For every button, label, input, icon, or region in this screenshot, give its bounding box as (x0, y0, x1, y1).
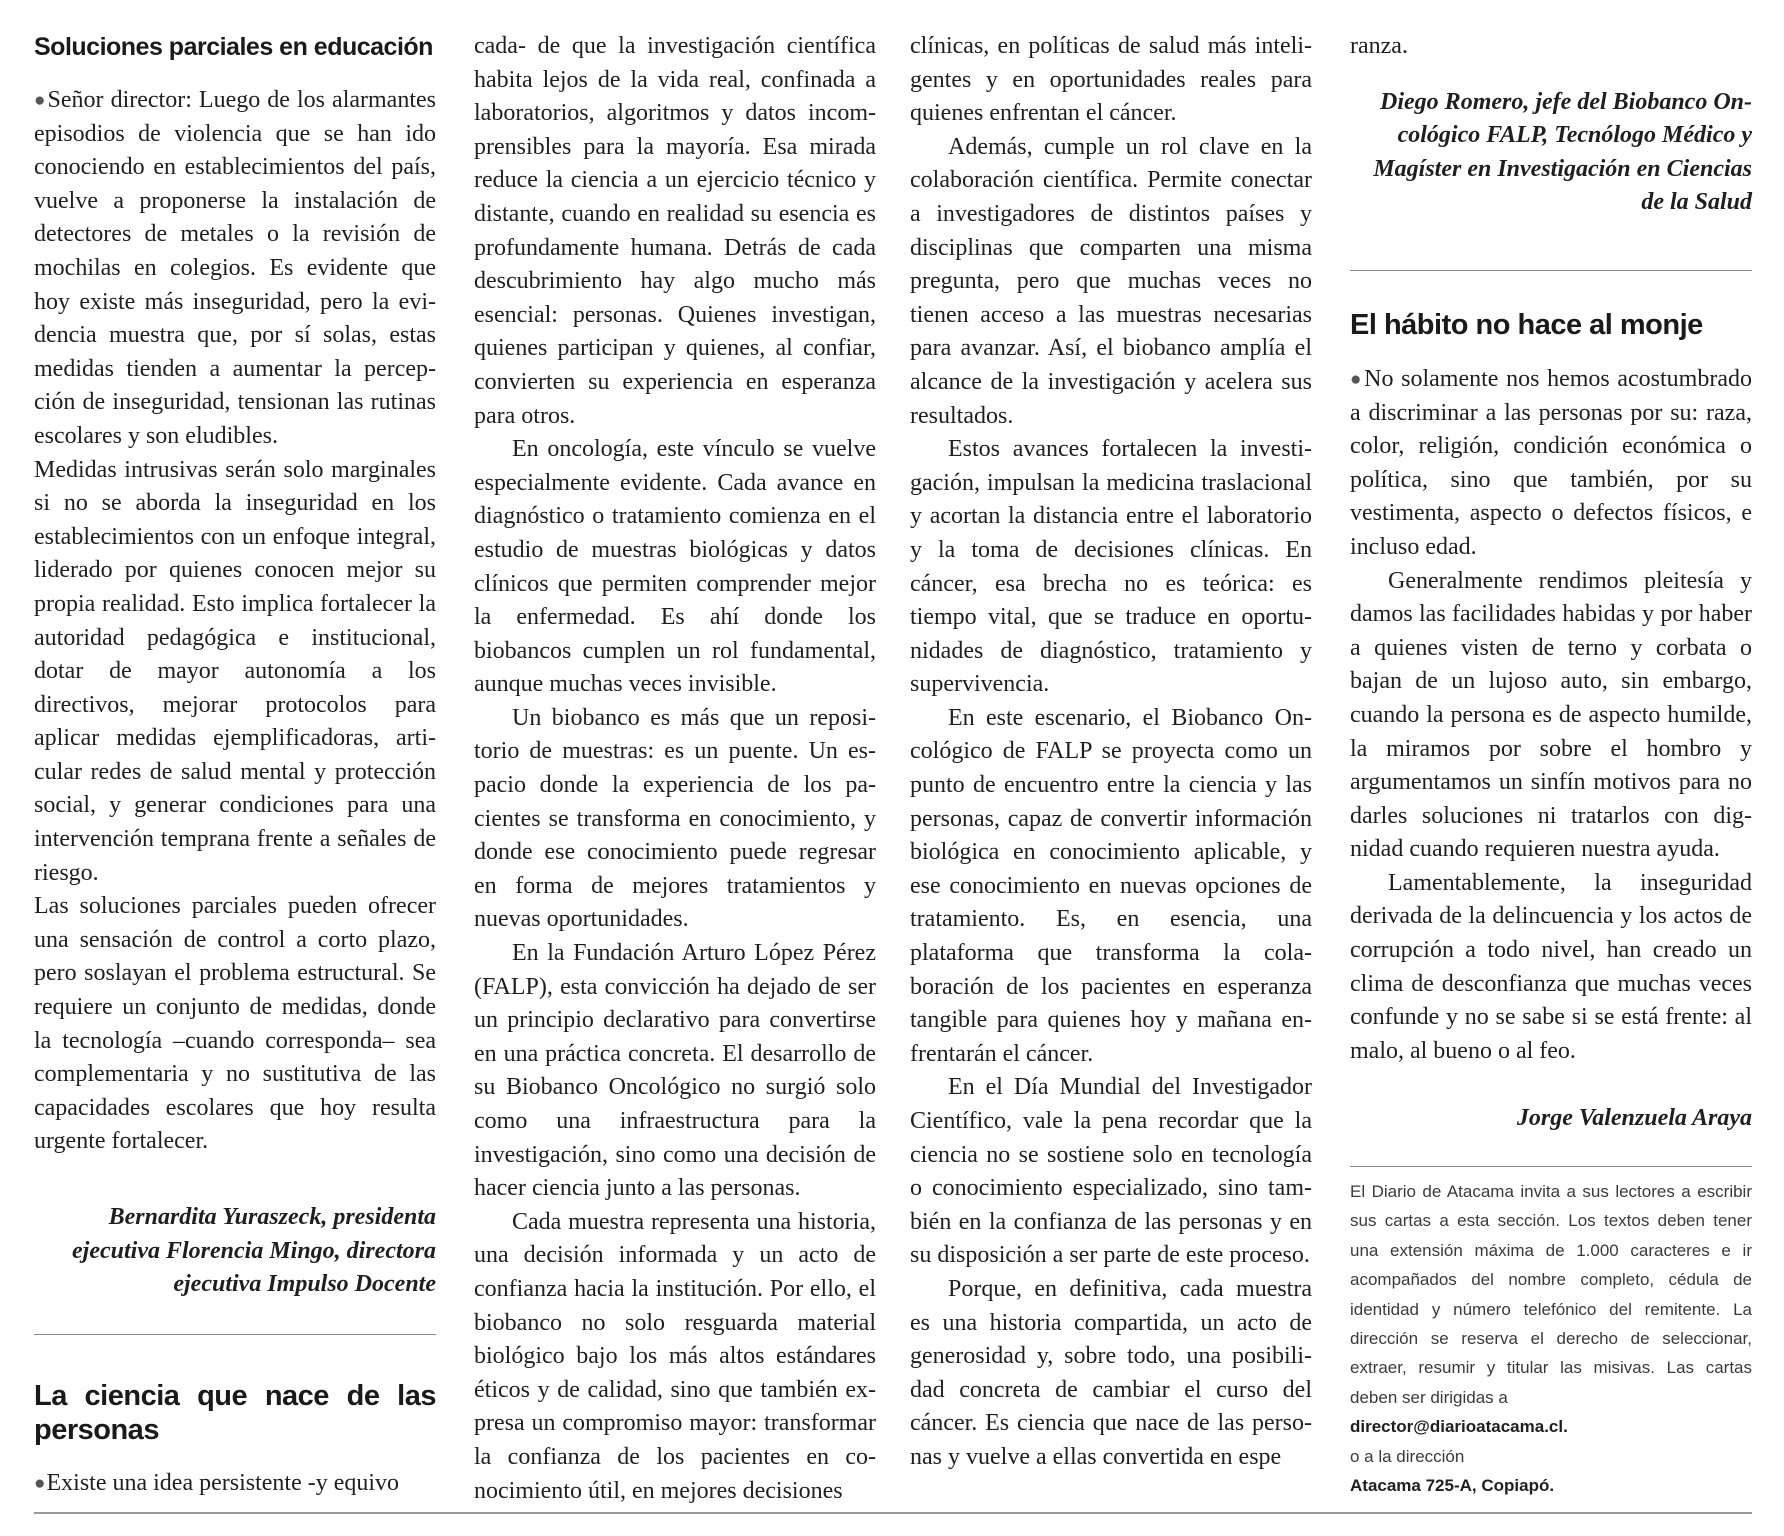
letter-paragraph: Además, cumple un rol clave en la colaboración científica. Permite conectar a investigadores de distintos países y disciplinas que comparten una misma pregunta, pero que muchas veces no tienen acceso a las muestras necesarias para avanzar. Así, el biobanco amplía el alcance de la investigación y acelera sus resultados. (910, 133, 1312, 429)
column-2 (474, 30, 876, 1508)
column-4 (1350, 30, 1752, 1501)
letter-paragraph: cada- de que la investigación científica habita lejos de la vida real, confinada a laboratorios, algoritmos y datos incomprensibles para la mayoría. Esa mirada reduce la ciencia a un ejercicio técnico y distante, cuando en realidad su esencia es profundamente humana. Detrás de cada descubrimiento hay algo mucho más esencial: personas. Quienes investigan, quienes participan y quienes, al confiar, convierten su experiencia en esperanza para otros. (474, 33, 876, 429)
section-divider (1350, 270, 1752, 271)
letter-title-ciencia: La ciencia que nace de las personas (34, 1379, 436, 1446)
letter-signature-ciencia: Diego Romero, jefe del Biobanco Oncológico FALP, Tecnólogo Médico y Magíster en Investigación en Ciencias de la Salud (1373, 88, 1752, 216)
letter-paragraph: Cada muestra representa una historia, una decisión informada y un acto de confianza hacia la institución. Por ello, el biobanco no solo resguarda material biológico bajo los más altos estándares éticos y de calidad, sino que también expresa un compromiso mayor: transformar la confianza de los pacientes en conocimiento útil, en mejores decisiones (474, 1208, 876, 1504)
letter-title-habito: El hábito no hace al monje (1350, 308, 1703, 341)
letter-paragraph: En oncología, este vínculo se vuelve especialmente evidente. Cada avance en diagnóstico o tratamiento comienza en el estudio de muestras biológicas y datos clínicos que permiten comprender mejor la enfermedad. Es ahí donde los biobancos cumplen un rol fundamental, aunque muchas veces invisible. (474, 436, 876, 698)
letter-paragraph: Estos avances fortalecen la investigación, impulsan la medicina traslacional y acortan la distancia entre el laboratorio y la toma de decisiones clínicas. En cáncer, esa brecha no es teórica: es tiempo vital, que se traduce en oportunidades de diagnóstico, tratamiento y supervivencia. (910, 436, 1312, 698)
submission-info-box (1350, 1166, 1752, 1500)
submission-info-text: El Diario de Atacama invita a sus lectores a escribir sus cartas a esta sección. Los textos deben tener una extensión máxima de 1.000 caracteres e ir acompañados del nombre completo, cédula de identidad y número telefónico del remitente. La dirección se reserva el derecho de seleccionar, extraer, resumir y titular las misivas. Las cartas deben ser dirigidas a (1350, 1182, 1752, 1407)
letter-paragraph: ●Existe una idea persistente -y equivo (34, 1469, 400, 1496)
letter-paragraph: ranza. (1350, 33, 1408, 59)
letter-paragraph: ●No solamente nos hemos acostumbrado a discriminar a las personas por su: raza, color, religión, condición económica o política, sino que también, por su vestimenta, aspecto o defectos físicos, e incluso edad. (1350, 365, 1752, 560)
column-3 (910, 30, 1312, 1475)
letter-title-soluciones: Soluciones parciales en educación (34, 33, 433, 61)
section-divider (34, 1334, 436, 1335)
submission-or-address: o a la dirección (1350, 1446, 1465, 1466)
letter-paragraph: Las soluciones parciales pueden ofrecer una sensación de control a corto plazo, pero soslayan el problema estructural. Se requiere un conjunto de medidas, donde la tecnología –cuando corresponda– sea complementaria y no sustitutiva de las capacidades escolares que hoy resulta urgente fortalecer. (34, 893, 436, 1155)
letter-paragraph: Porque, en definitiva, cada muestra es una historia compartida, un acto de generosidad y, sobre todo, una posibilidad concreta de cambiar el curso del cáncer. Es ciencia que nace de las personas y vuelve a ellas convertida en espe (910, 1275, 1312, 1470)
column-1 (34, 30, 436, 1500)
postal-address: Atacama 725-A, Copiapó. (1350, 1476, 1555, 1496)
letter-paragraph: En este escenario, el Biobanco Oncológico de FALP se proyecta como un punto de encuentro entre la ciencia y las personas, capaz de convertir información biológica en conocimiento aplicable, y ese conocimiento en nuevas opciones de tratamiento. Es, en esencia, una plataforma que transforma la colaboración de los pacientes en esperanza tangible para quienes hoy y mañana enfrentarán el cáncer. (910, 704, 1312, 1067)
letter-paragraph: En la Fundación Arturo López Pérez (FALP), esta convicción ha dejado de ser un principio declarativo para convertirse en una práctica concreta. El desarrollo de su Biobanco Oncológico no surgió solo como una infraestructura para la investigación, sino como una decisión de hacer ciencia junto a las personas. (474, 940, 876, 1202)
page-bottom-rule (34, 1512, 1752, 1514)
bullet-icon: ● (34, 1472, 46, 1494)
bullet-icon: ● (34, 90, 47, 111)
letter-paragraph: ●Señor director: Luego de los alarmantes episodios de violencia que se han ido conociendo en establecimientos del país, vuelve a proponerse la instalación de detectores de metales o la revisión de mochilas en colegios. Es evidente que hoy existe más inseguridad, pero la evidencia muestra que, por sí solas, estas medidas tienden a aumentar la percepción de inseguridad, tensionan las rutinas escolares y son eludibles. (34, 87, 436, 449)
letter-paragraph: Generalmente rendimos pleitesía y damos las facilidades habidas y por haber a quienes visten de terno y corbata o bajan de un lujoso auto, sin embargo, cuando la persona es de aspecto humilde, la miramos por sobre el hombro y argumentamos un sinfín motivos para no darles soluciones ni tratarlos con dignidad cuando requieren nuestra ayuda. (1350, 567, 1752, 863)
letter-signature-soluciones: Bernardita Yuraszeck, presidenta ejecutiva Florencia Mingo, directora ejecutiva Impulso Docente (72, 1204, 436, 1298)
letter-paragraph: Medidas intrusivas serán solo marginales si no se aborda la inseguridad en los establecimientos con un enfoque integral, liderado por quienes conocen mejor su propia realidad. Esto implica fortalecer la autoridad pedagógica e institucional, dotar de mayor autonomía a los directivos, mejorar protocolos para aplicar medidas ejemplificadoras, articular redes de salud mental y protección social, y generar condiciones para una intervención temprana frente a señales de riesgo. (34, 456, 436, 886)
letter-paragraph: En el Día Mundial del Investigador Científico, vale la pena recordar que la ciencia no se sostiene solo en tecnología o conocimiento especializado, sino también en la confianza de las personas y en su disposición a ser parte de este proceso. (910, 1074, 1312, 1269)
bullet-icon: ● (1350, 368, 1364, 390)
editor-email: director@diarioatacama.cl. (1350, 1417, 1568, 1437)
letter-paragraph: Lamentablemente, la inseguridad derivada de la delincuencia y los actos de corrupción a todo nivel, han creado un clima de desconfianza que muchas veces confunde y no se sabe si se está frente: al malo, al bueno o al feo. (1350, 869, 1752, 1064)
letter-paragraph: clínicas, en políticas de salud más inteligentes y en oportunidades reales para quienes enfrentan el cáncer. (910, 33, 1312, 127)
letter-signature-habito: Jorge Valenzuela Araya (1516, 1105, 1752, 1132)
letter-paragraph: Un biobanco es más que un repositorio de muestras: es un puente. Un espacio donde la experiencia de los pacientes se transforma en conocimiento, y donde ese conocimiento puede regresar en forma de mejores tratamientos y nuevas oportunidades. (474, 704, 876, 933)
